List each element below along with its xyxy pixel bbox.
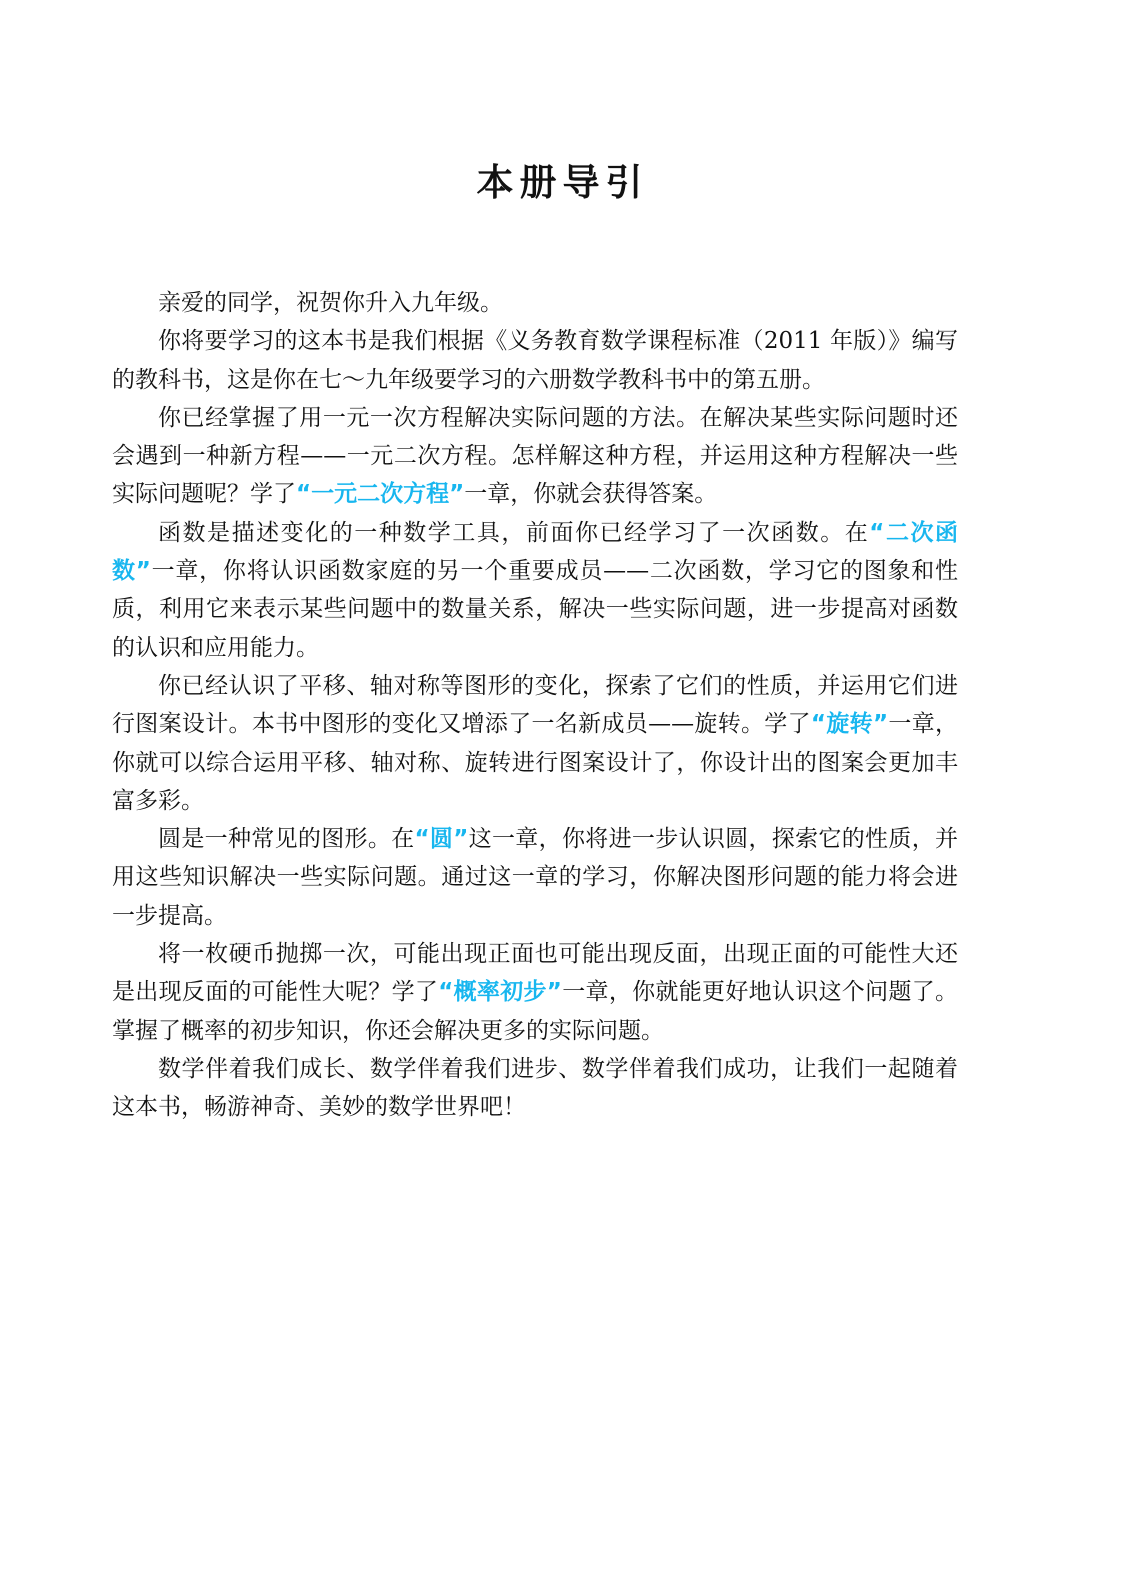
chapter-highlight: “二次函数”: [112, 519, 958, 585]
paragraph-text: 一章，你将认识函数家庭的另一个重要成员——二次函数，学习它的图象和性质，利用它来表示某些问题中的数量关系，解决一些实际问题，进一步提高对函数的认识和应用能力。: [112, 558, 959, 661]
paragraph: [112, 399, 958, 514]
paragraph-text: 一章，你就能更好地认识这个问题了。掌握了概率的初步知识，你还会解决更多的实际问题。: [112, 979, 959, 1044]
paragraph-text: 这一章，你将进一步认识圆，探索它的性质，并用这些知识解决一些实际问题。通过这一章的学习，你解决图形问题的能力将会进一步提高。: [112, 826, 959, 929]
paragraph: [112, 284, 958, 322]
paragraph-text: 一章，你就会获得答案。: [464, 481, 718, 508]
paragraph-text: 数学伴着我们成长、数学伴着我们进步、数学伴着我们成功，让我们一起随着这本书，畅游神奇、美妙的数学世界吧！: [112, 1055, 958, 1121]
paragraph-text: 圆是一种常见的图形。在: [158, 826, 415, 853]
page-title: 本册导引: [476, 160, 649, 204]
chapter-highlight: “一元二次方程”: [296, 481, 465, 508]
paragraph: [112, 820, 958, 935]
paragraph-text: 一章，你就可以综合运用平移、轴对称、旋转进行图案设计了，你设计出的图案会更加丰富多彩。: [112, 711, 959, 814]
paragraph: [112, 667, 958, 820]
paragraph-text: 你已经掌握了用一元一次方程解决实际问题的方法。在解决某些实际问题时还会遇到一种新方程——一元二次方程。怎样解这种方程，并运用这种方程解决一些实际问题呢？学了: [112, 404, 958, 508]
chapter-highlight: “圆”: [414, 826, 469, 853]
paragraph-text: 函数是描述变化的一种数学工具，前面你已经学习了一次函数。在: [158, 519, 870, 546]
paragraph-text: 亲爱的同学，祝贺你升入九年级。: [158, 290, 503, 316]
chapter-highlight: “旋转”: [810, 711, 889, 738]
paragraph: [112, 1050, 958, 1127]
paragraph: [112, 935, 958, 1050]
introduction-body: [112, 284, 958, 1127]
paragraph-text: 将一枚硬币抛掷一次，可能出现正面也可能出现反面，出现正面的可能性大还是出现反面的可能性大呢？学了: [112, 941, 958, 1006]
paragraph-text: 你已经认识了平移、轴对称等图形的变化，探索了它们的性质，并运用它们进行图案设计。本书中图形的变化又增添了一名新成员——旋转。学了: [112, 672, 958, 738]
paragraph: [112, 322, 958, 399]
paragraph-text: 你将要学习的这本书是我们根据《义务教育数学课程标准（2011 年版）》编写的教科书，这是你在七～九年级要学习的六册数学教科书中的第五册。: [112, 328, 958, 393]
paragraph: [112, 514, 958, 667]
chapter-highlight: “概率初步”: [438, 979, 562, 1006]
